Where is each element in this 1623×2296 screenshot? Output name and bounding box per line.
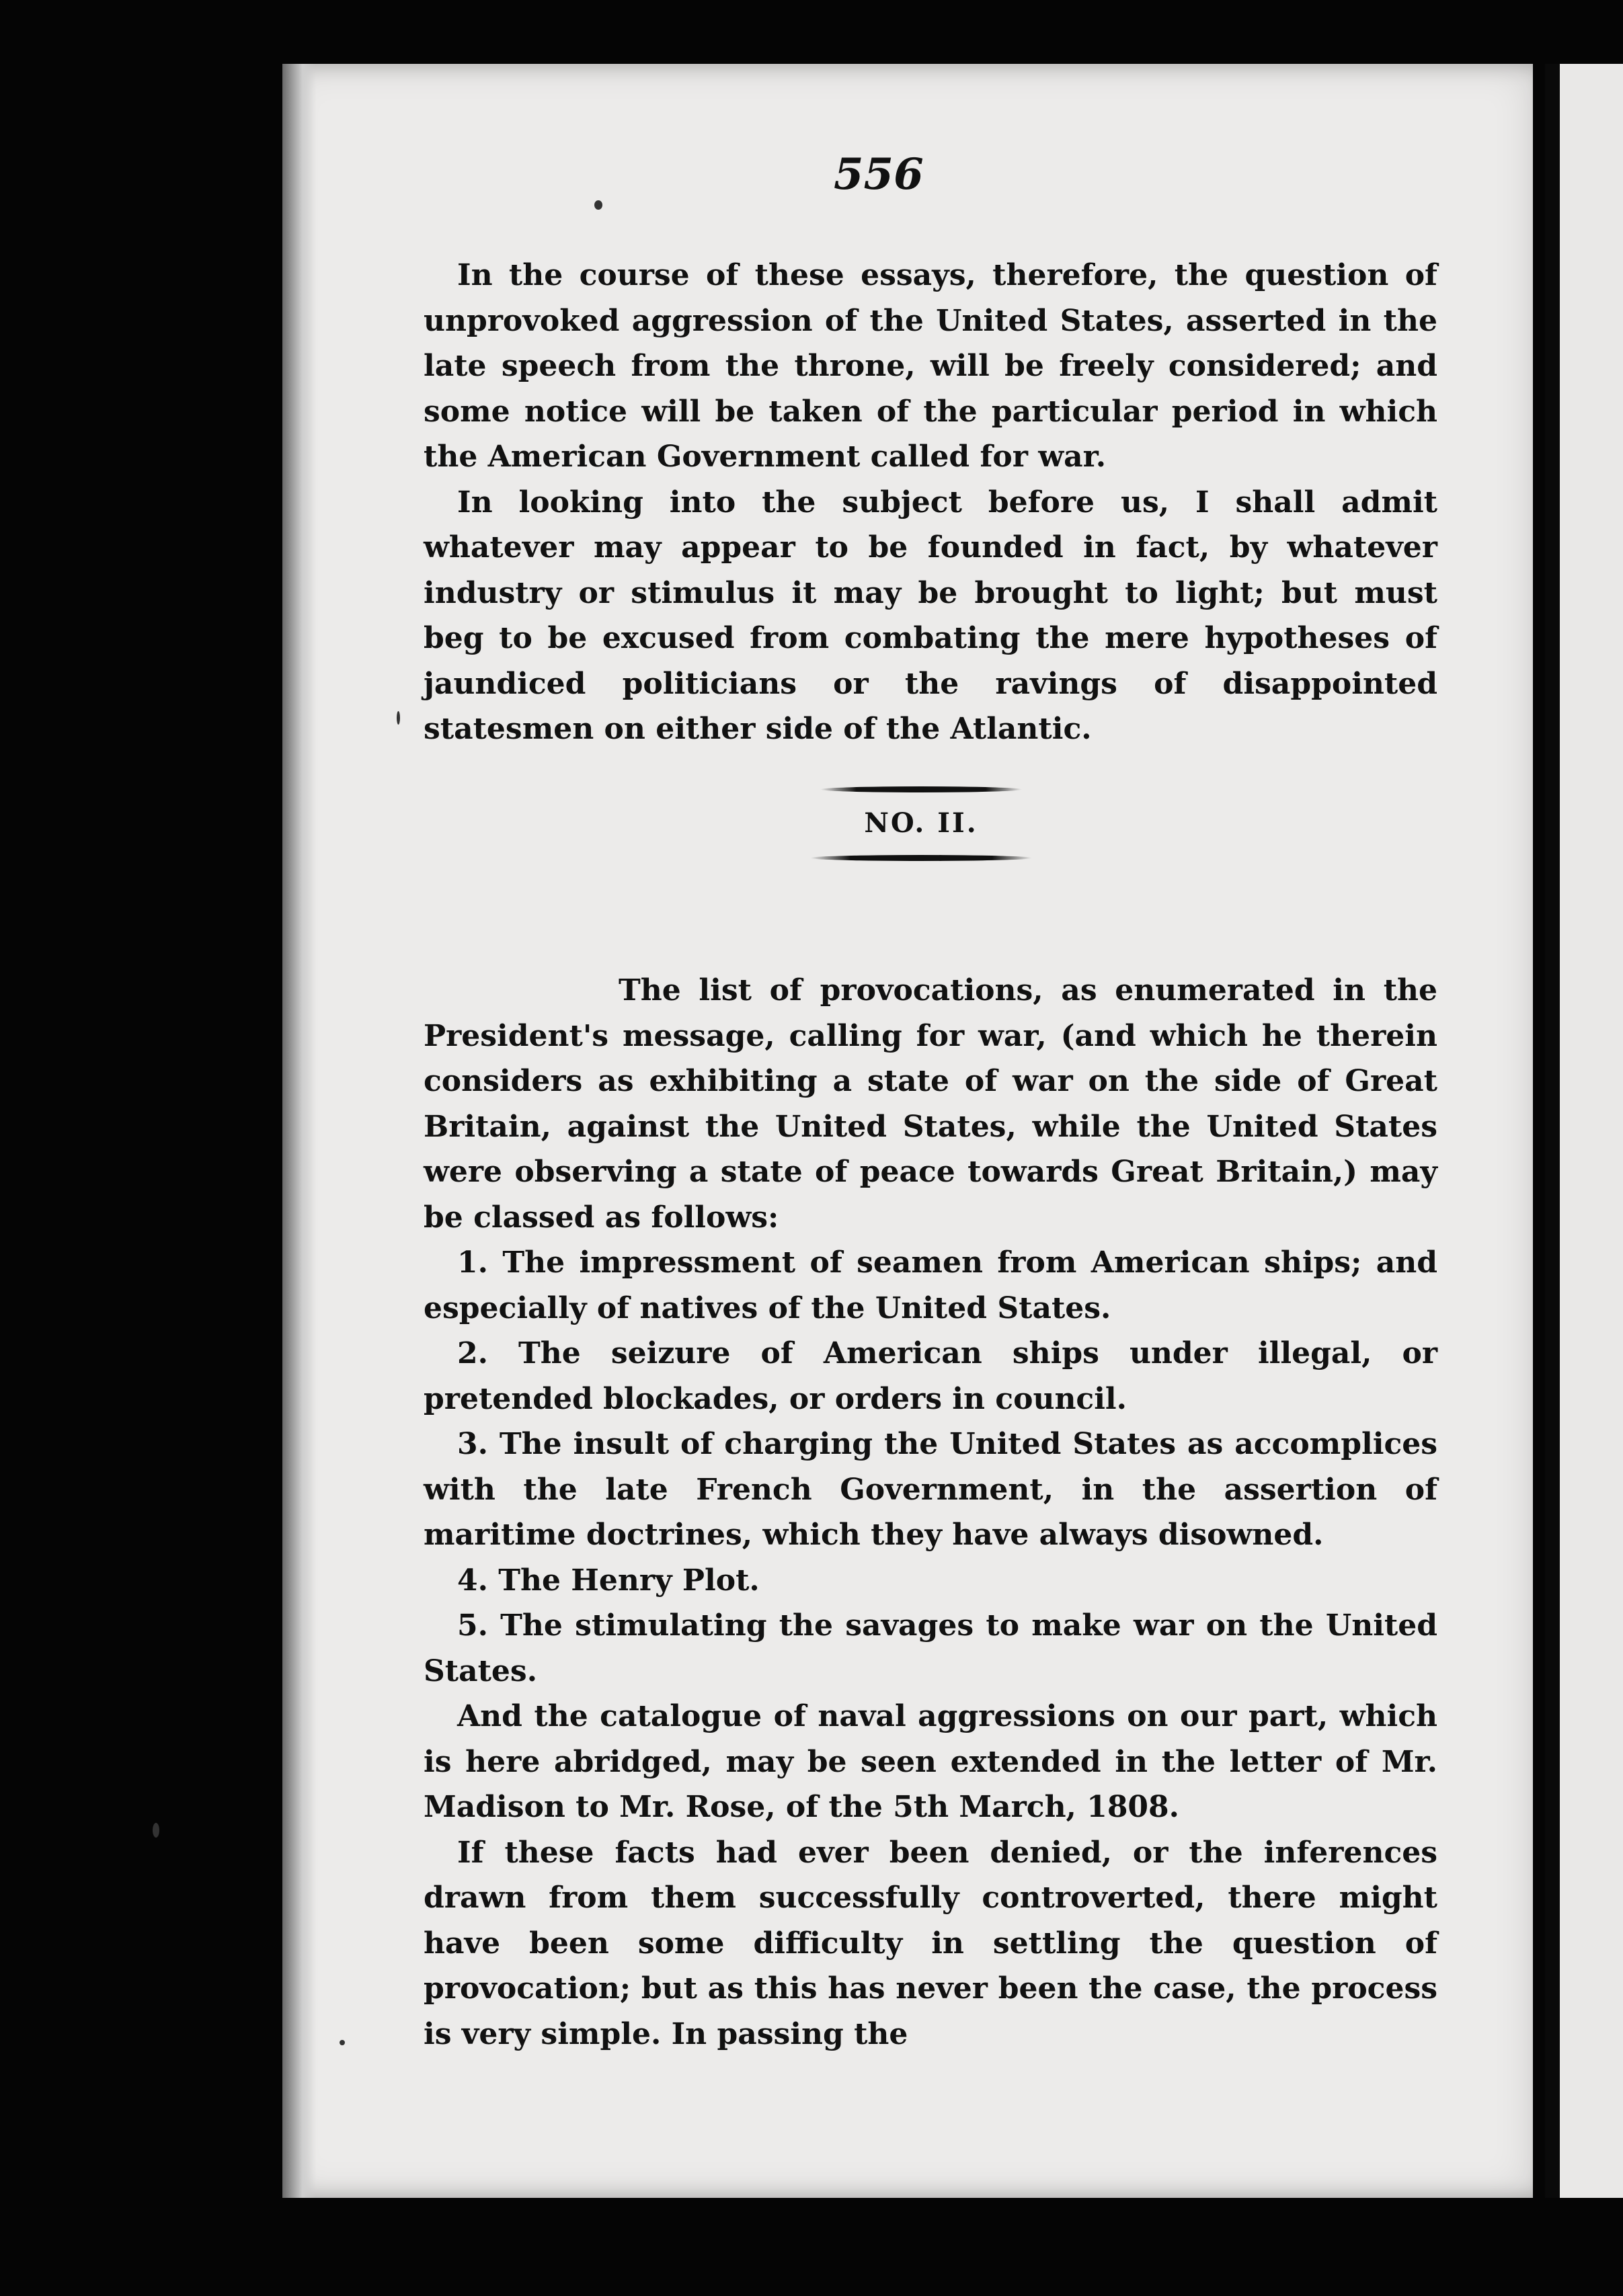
intro-paragraph: The list of provocations, as enumerated in the President's message, calling for war, (and which he therein considers as exhibiting a state of war on the side of Great Britain, against the United States, while the United States were observing a state of peace towards Great Britain,) may be classed as follows: <box>424 973 1437 1235</box>
paragraph: If these facts had ever been denied, or the inferences drawn from them successfully controverted, there might have been some difficulty in settling the question of provocation; but as this has never been the case, the process is very simple. In passing the <box>424 1835 1437 2051</box>
ornamental-rule-bottom <box>810 855 1032 861</box>
text-block-section-two <box>424 968 1437 2057</box>
adjacent-page-edge <box>1545 64 1623 2198</box>
list-item: 3. The insult of charging the United States as accomplices with the late French Government, in the assertion of maritime doctrines, which they have always disowned. <box>424 1427 1437 1552</box>
page-number: 556 <box>834 149 924 200</box>
ink-speck <box>397 711 400 725</box>
section-title: NO. II. <box>864 807 978 839</box>
paragraph: And the catalogue of naval aggressions on our part, which is here abridged, may be seen extended in the letter of Mr. Madison to Mr. Rose, of the 5th March, 1808. <box>424 1699 1437 1824</box>
list-item: 4. The Henry Plot. <box>457 1563 760 1598</box>
paragraph: In the course of these essays, therefore, the question of unprovoked aggression of the United States, asserted in the late speech from the throne, will be freely considered; and some notice will be taken of the particular period in which the American Government called for war. <box>424 258 1437 474</box>
page-gutter-shadow <box>282 64 316 2198</box>
ink-speck <box>594 200 602 210</box>
section-heading <box>810 786 1032 861</box>
list-item: 1. The impressment of seamen from American ships; and especially of natives of the United States. <box>424 1245 1437 1325</box>
ink-speck <box>340 2040 345 2045</box>
text-block-before-section <box>424 253 1437 752</box>
list-item: 2. The seizure of American ships under illegal, or pretended blockades, or orders in council. <box>424 1336 1437 1416</box>
paragraph: In looking into the subject before us, I shall admit whatever may appear to be founded in fact, by whatever industry or stimulus it may be brought to light; but must beg to be excused from combating the mere hypotheses of jaundiced politicians or the ravings of disappointed statesmen on either side of the Atlantic. <box>424 485 1437 746</box>
ornamental-rule-top <box>820 786 1022 792</box>
ink-speck <box>153 1823 159 1838</box>
list-item: 5. The stimulating the savages to make war on the United States. <box>424 1608 1437 1688</box>
